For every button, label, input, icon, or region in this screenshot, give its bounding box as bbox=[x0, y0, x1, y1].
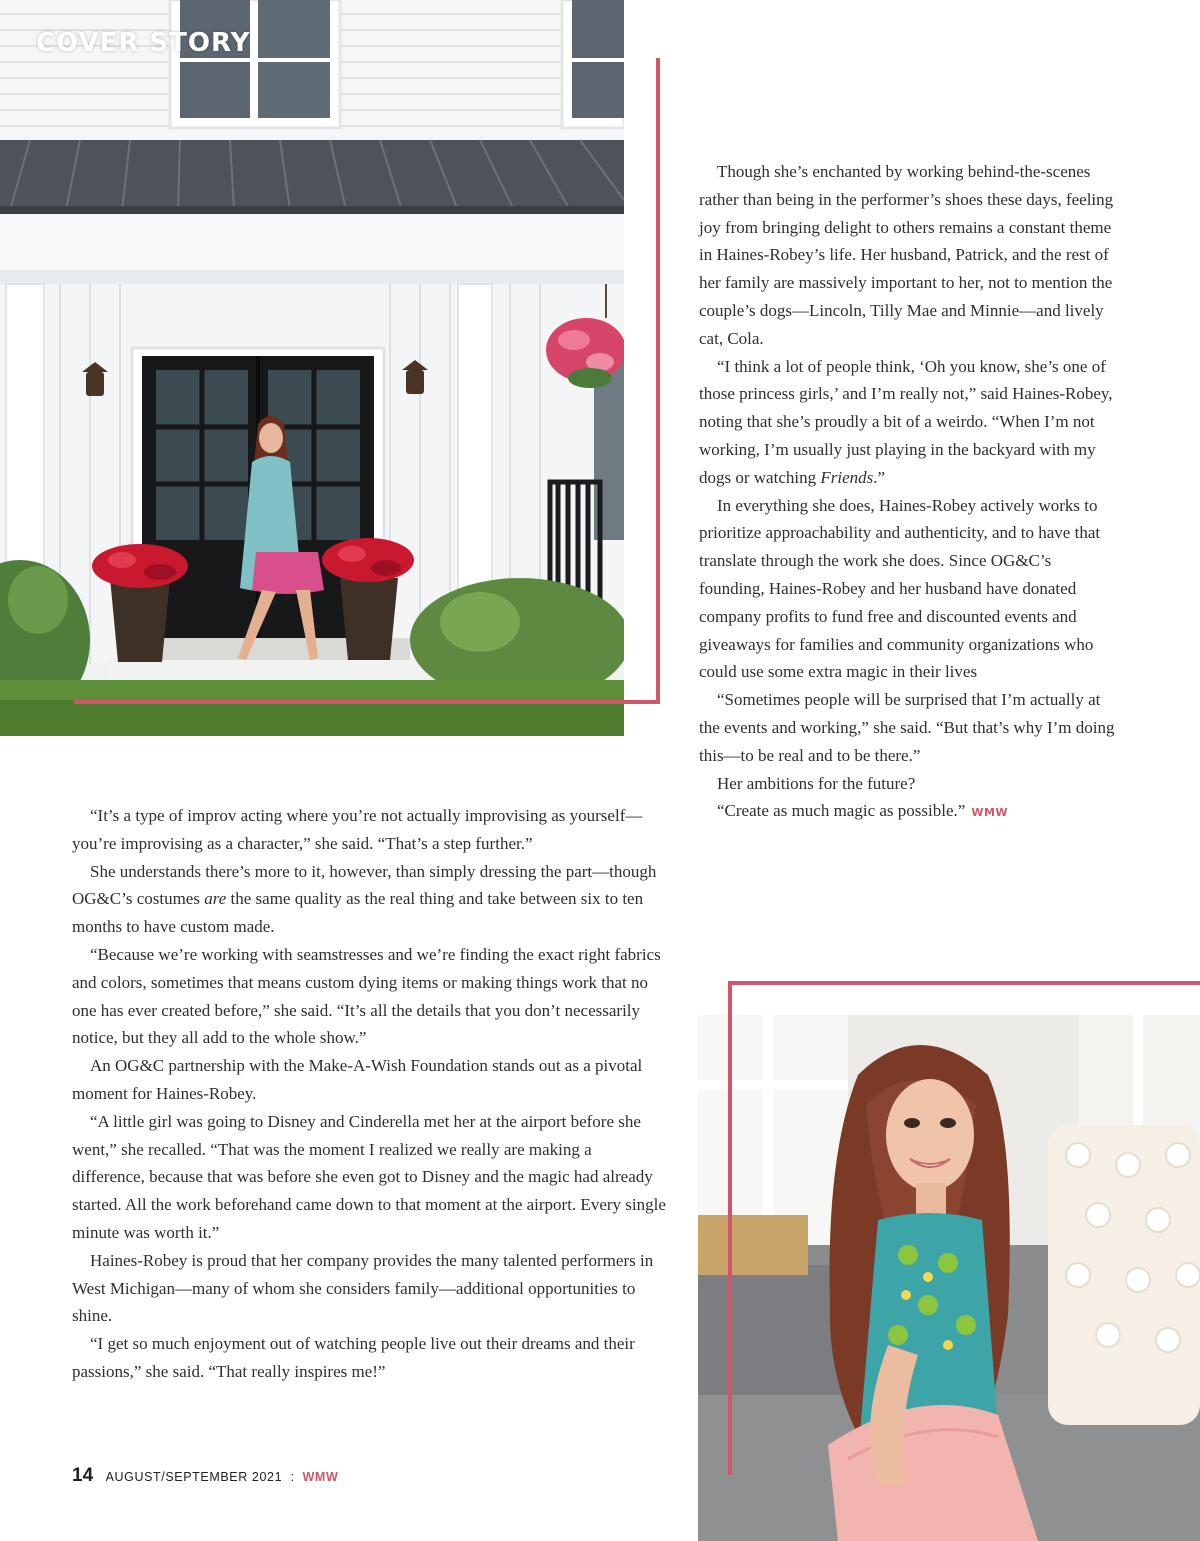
top-frame-horizontal-line bbox=[74, 700, 660, 704]
paragraph: An OG&C partnership with the Make-A-Wish Foundation stands out as a pivotal moment for Haines-Robey. bbox=[72, 1056, 643, 1103]
emphasis: are bbox=[204, 889, 227, 909]
paragraph: Haines-Robey is proud that her company provides the many talented performers in West Michigan—many of whom she considers family—additional opportunities to shine. bbox=[72, 1250, 654, 1326]
section-label: COVER STORY bbox=[36, 28, 251, 58]
issue-date: AUGUST/SEPTEMBER 2021 bbox=[105, 1470, 283, 1484]
house-porch-photo bbox=[0, 0, 624, 736]
article-right-column bbox=[699, 158, 1119, 827]
paragraph: Though she’s enchanted by working behind-the-scenes rather than being in the performer’s shoes these days, feeling joy from bringing delight to others remains a constant theme in Haines-Robey’s life. Her husband, Patrick, and the rest of her family are massively important to her, not to mention the couple’s dogs—Lincoln, Tilly Mae and Minnie—and lively cat, Cola. bbox=[699, 162, 1114, 348]
paragraph: She understands there’s more to it, however, than simply dressing the part—though OG&C’s costumes are the same quality as the real thing and take between six to ten months to have custom made. bbox=[72, 861, 657, 937]
paragraph: “Sometimes people will be surprised that I’m actually at the events and working,” she said. “But that’s why I’m doing this—to be real and to be there.” bbox=[699, 690, 1115, 765]
paragraph: “Because we’re working with seamstresses and we’re finding the exact right fabrics and colors, sometimes that means custom dying items or making things work that no one has ever created before,” she said. “It’s all the details that you don’t necessarily notice, but they all add to the whole show.” bbox=[72, 944, 661, 1048]
paragraph: “It’s a type of improv acting where you’re not actually improvising as yourself—you’re improvising as a character,” she said. “That’s a step further.” bbox=[72, 806, 643, 853]
page-footer bbox=[72, 1465, 338, 1487]
article-left-column bbox=[72, 802, 668, 1386]
bottom-frame-vertical-line bbox=[728, 981, 732, 1475]
paragraph: “I think a lot of people think, ‘Oh you know, she’s one of those princess girls,’ and I’m really not,” said Haines-Robey, noting that she’s proudly a bit of a weirdo. “When I’m not working, I’m usually just playing in the backyard with my dogs or watching Friends.” bbox=[699, 356, 1113, 487]
paragraph: “A little girl was going to Disney and Cinderella met her at the airport before she went,” she recalled. “That was the moment I realized we really are making a difference, because that was before she even got to Disney and the magic had already started. All the work beforehand came down to that moment at the airport. Every single minute was worth it.” bbox=[72, 1111, 666, 1242]
end-mark: WMW bbox=[971, 806, 1009, 820]
paragraph: In everything she does, Haines-Robey actively works to prioritize approachability and authenticity, and to have that translate through the work she does. Since OG&C’s founding, Haines-Robey and her husband have donated company profits to fund free and discounted events and giveaways for families and community organizations who could use some extra magic in their lives bbox=[699, 495, 1101, 682]
portrait-photo bbox=[698, 1015, 1200, 1541]
magazine-brand: WMW bbox=[302, 1470, 339, 1484]
footer-separator: : bbox=[290, 1470, 295, 1484]
emphasis: Friends bbox=[820, 467, 874, 487]
bottom-frame-horizontal-line bbox=[728, 981, 1200, 985]
paragraph: “Create as much magic as possible.” WMW bbox=[717, 801, 1009, 821]
paragraph: Her ambitions for the future? bbox=[717, 773, 916, 793]
page-number: 14 bbox=[72, 1465, 94, 1486]
paragraph: “I get so much enjoyment out of watching people live out their dreams and their passions,” she said. “That really inspires me!” bbox=[72, 1334, 635, 1381]
top-frame-vertical-line bbox=[656, 58, 660, 704]
